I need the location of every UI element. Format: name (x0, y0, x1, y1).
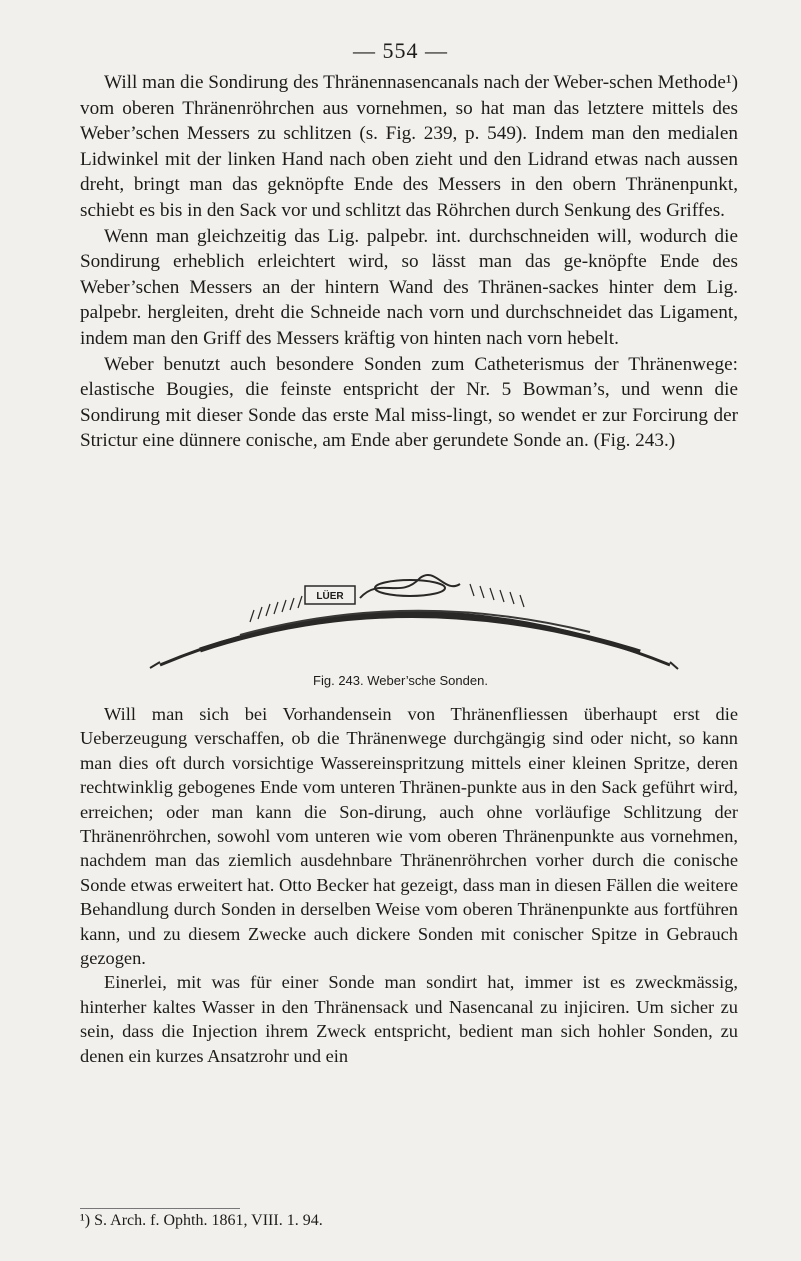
instrument-label: LÜER (316, 591, 344, 602)
footnote: ¹) S. Arch. f. Ophth. 1861, VIII. 1. 94. (80, 1212, 323, 1229)
paragraph-2: Wenn man gleichzeitig das Lig. palpebr. int. durchschneiden will, wodurch die Sondirung erheblich erleichtert wird, so lässt man das ge-knöpfte Ende des Weber’schen Messers an der hintern Wand des Thränen-sackes hinter dem Lig. palpebr. hergleiten, dreht die Schneide nach vorn und durchschneidet das Ligament, indem man den Griff des Messers kräftig von hinten nach vorn hebelt. (80, 225, 738, 349)
text-block-bottom (80, 702, 738, 1068)
paragraph-1: Will man die Sondirung des Thränennasencanals nach der Weber-schen Methode¹) vom oberen Thränenröhrchen aus vornehmen, so hat man das letztere mittels des Weber’schen Messers zu schlitzen (s. Fig. 239, p. 549). Indem man den medialen Lidwinkel mit der linken Hand nach oben zieht und den Lidrand etwas nach aussen dreht, bringt man das geknöpfte Ende des Messers in den obern Thränenpunkt, schiebt es bis in den Sack vor und schlitzt das Röhrchen durch Senkung des Griffes. (80, 72, 738, 221)
text-block-top (80, 70, 738, 454)
page-number: — 554 — (353, 38, 448, 63)
paragraph-5: Einerlei, mit was für einer Sonde man sondirt hat, immer ist es zweckmässig, hinterher kaltes Wasser in den Thränensack und Nasencanal zu injiciren. Um sicher zu sein, dass die Injection ihrem Zweck entspricht, bedient man sich hohler Sonden, zu denen ein kurzes Ansatzrohr und ein (80, 972, 738, 1066)
paragraph-3: Weber benutzt auch besondere Sonden zum Catheterismus der Thränenwege: elastische Bougies, die feinste entspricht der Nr. 5 Bowman’s, und wenn die Sondirung mit dieser Sonde das erste Mal miss-lingt, so wendet er zur Forcirung der Strictur eine dünnere conische, am Ende aber gerundete Sonde an. (Fig. 243.) (80, 353, 738, 452)
footnote-rule (80, 1208, 240, 1209)
probe-illustration (140, 570, 680, 670)
paragraph-4: Will man sich bei Vorhandensein von Thränenfliessen überhaupt erst die Ueberzeugung verschaffen, ob die Thränenwege durchgängig sind oder nicht, so kann man dies oft durch vorsichtige Wassereinspritzung mittels einer kleinen Spritze, deren rechtwinklig gebogenes Ende vom unteren Thränen-punkte aus in den Sack geführt wird, erreichen; oder man kann die Son-dirung, auch ohne vorläufige Schlitzung der Thränenröhrchen, sowohl vom unteren wie vom oberen Thränenpunkte aus vornehmen, nachdem man das ziemlich ausdehnbare Thränenröhrchen vorher durch die conische Sonde etwas erweitert hat. Otto Becker hat gezeigt, dass man in diesen Fällen die weitere Behandlung durch Sonden in derselben Weise vom oberen Thränenpunkte aus fortführen kann, und zu diesem Zwecke auch dickere Sonden mit conischer Spitze in Gebrauch gezogen. (80, 704, 738, 969)
figure-weber-probes (140, 570, 680, 670)
figure-caption: Fig. 243. Weber’sche Sonden. (313, 673, 488, 688)
